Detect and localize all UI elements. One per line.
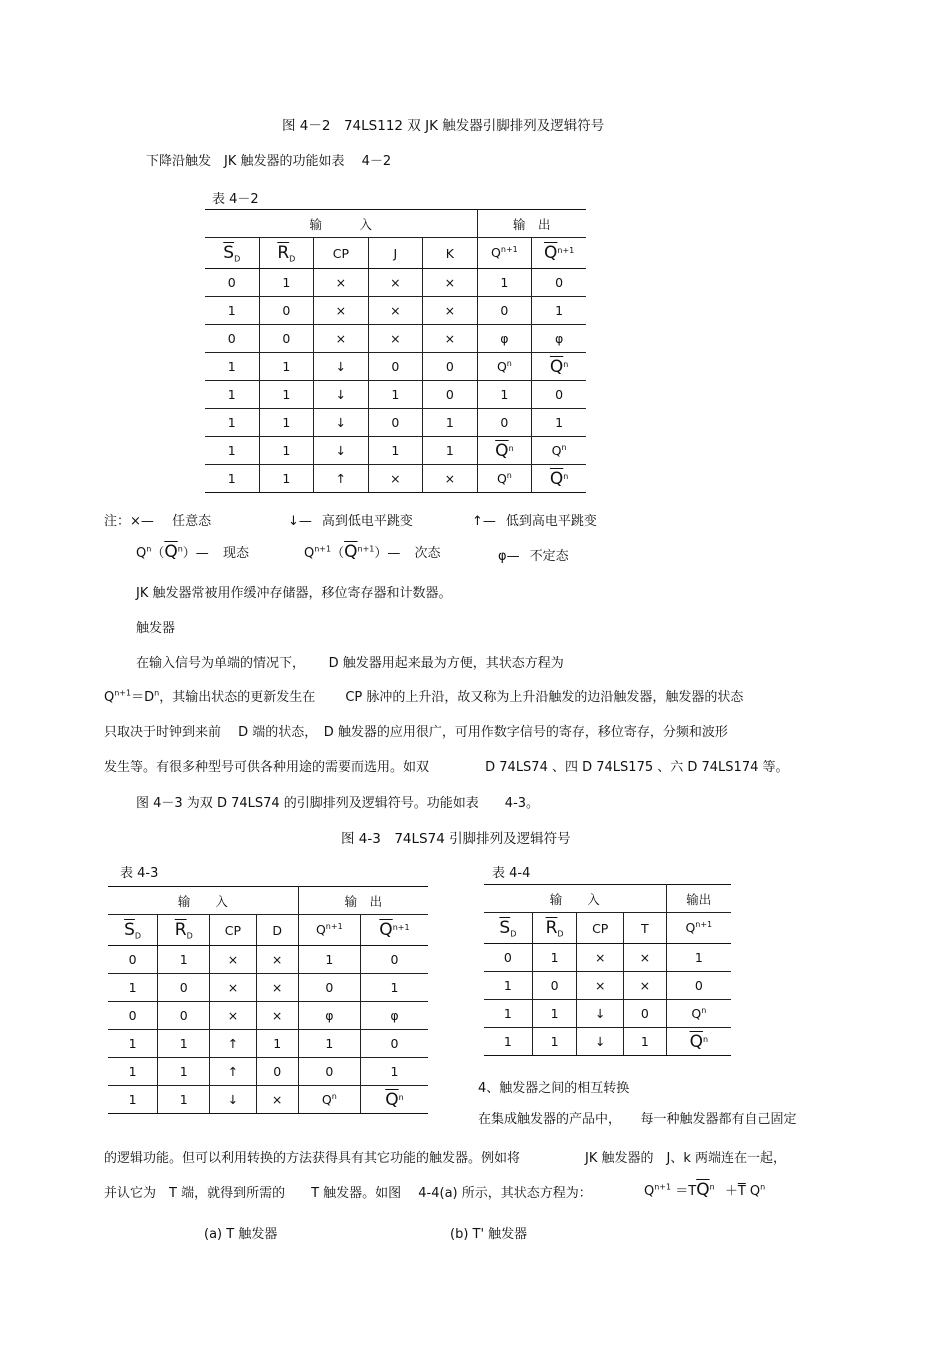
- figure-4-3-caption: 图 4-3 74LS74 引脚排列及逻辑符号: [341, 831, 571, 847]
- col-qbar-n1: $\overline{Q}^{n+1}$: [532, 238, 586, 269]
- table-4-2-label: 表 4－2: [212, 192, 259, 207]
- t-equation: $Q^{n+1} =T\overline{Q}^n +\overline{T}$ $Q^n$: [644, 1180, 766, 1200]
- table-cell: $\overline{Q}^n$: [532, 465, 586, 493]
- col-rd: $\overline{R}_D$: [158, 915, 210, 946]
- table-cell: ×: [368, 269, 422, 297]
- truth-table-4-4: [484, 884, 731, 1056]
- table-cell: $Q^n$: [666, 1000, 731, 1028]
- caption-t-flipflop: (a) T 触发器: [204, 1227, 278, 1242]
- table-cell: ×: [314, 297, 369, 325]
- table-cell: $Q^n$: [298, 1086, 360, 1114]
- table-cell: 1: [158, 1058, 210, 1086]
- table-row: [205, 353, 586, 381]
- table-cell: 1: [158, 1086, 210, 1114]
- para-d-4: 发生等。有很多种型号可供各种用途的需要而选用。如双 D 74LS74 、四 D 74LS175 、六 D 74LS174 等。: [104, 760, 789, 775]
- table-cell: 1: [108, 1086, 158, 1114]
- table-cell: 1: [259, 381, 314, 409]
- table-4-3-label: 表 4-3: [120, 866, 159, 881]
- table-cell: 0: [256, 1058, 298, 1086]
- caption-t-prime-flipflop: (b) T' 触发器: [450, 1227, 528, 1242]
- table-cell: ×: [624, 972, 667, 1000]
- note-line-1: 注：×— 任意态: [104, 514, 212, 529]
- table-cell: 0: [477, 297, 532, 325]
- table-cell: 1: [666, 944, 731, 972]
- para-conv-3: 并认它为 T 端，就得到所需的 T 触发器。如图 4-4(a) 所示，其状态方程为：: [104, 1186, 592, 1201]
- table-cell: 1: [532, 297, 586, 325]
- table-row: [205, 437, 586, 465]
- para-conv-1: 在集成触发器的产品中， 每一种触发器都有自己固定: [478, 1112, 797, 1127]
- table-cell: 1: [298, 946, 360, 974]
- col-k: K: [423, 238, 477, 269]
- table-cell: ↓: [314, 381, 369, 409]
- table-cell: 1: [360, 1058, 428, 1086]
- table-row: [205, 465, 586, 493]
- table-cell: 0: [532, 381, 586, 409]
- table-cell: 0: [108, 946, 158, 974]
- table-cell: 1: [532, 409, 586, 437]
- table-cell: ×: [314, 325, 369, 353]
- table-cell: 1: [205, 437, 259, 465]
- table-row: [108, 1030, 428, 1058]
- table-cell: 1: [484, 1028, 532, 1056]
- table-cell: 0: [158, 1002, 210, 1030]
- output-group-header: 输出: [666, 885, 731, 913]
- para-d-5: 图 4－3 为双 D 74LS74 的引脚排列及逻辑符号。功能如表 4-3。: [136, 796, 540, 811]
- table-row: [205, 297, 586, 325]
- table-cell: ↑: [210, 1030, 256, 1058]
- table-cell: 1: [259, 465, 314, 493]
- col-sd: $\overline{S}_D$: [484, 913, 532, 944]
- table-cell: 1: [368, 437, 422, 465]
- output-group-header: 输 出: [298, 887, 428, 915]
- table-cell: 0: [666, 972, 731, 1000]
- table-cell: ×: [423, 465, 477, 493]
- col-rd: $\overline{R}_D$: [259, 238, 314, 269]
- table-cell: ×: [256, 974, 298, 1002]
- table-row: [108, 1002, 428, 1030]
- table-cell: 0: [368, 409, 422, 437]
- table-cell: ↑: [314, 465, 369, 493]
- table-cell: ×: [423, 269, 477, 297]
- table-cell: 0: [484, 944, 532, 972]
- table-row: [108, 1058, 428, 1086]
- table-cell: ↑: [210, 1058, 256, 1086]
- table-cell: 0: [205, 269, 259, 297]
- col-qbar-n1: $\overline{Q}^{n+1}$: [360, 915, 428, 946]
- table-cell: ×: [210, 974, 256, 1002]
- table-cell: ×: [210, 946, 256, 974]
- table-cell: ↓: [577, 1000, 624, 1028]
- table-row: [108, 1086, 428, 1114]
- table-row: [484, 944, 731, 972]
- table-cell: 1: [259, 269, 314, 297]
- table-cell: 0: [624, 1000, 667, 1028]
- para-d-2: $Q^{n+1}=D^n$，其输出状态的更新发生在 CP 脉冲的上升沿，故又称为上升沿触发的边沿触发器，触发器的状态: [104, 688, 744, 705]
- table-cell: 1: [477, 381, 532, 409]
- table-row: [484, 1028, 731, 1056]
- para-d-1: 在输入信号为单端的情况下， D 触发器用起来最为方便，其状态方程为: [136, 656, 564, 671]
- table-cell: 1: [298, 1030, 360, 1058]
- table-cell: 0: [158, 974, 210, 1002]
- table-row: [205, 269, 586, 297]
- table-cell: φ: [532, 325, 586, 353]
- table-cell: 1: [256, 1030, 298, 1058]
- table-cell: ↓: [314, 437, 369, 465]
- table-cell: 1: [532, 1028, 577, 1056]
- table-cell: $\overline{Q}^n$: [666, 1028, 731, 1056]
- table-4-2-intro: 下降沿触发 JK 触发器的功能如表 4－2: [146, 154, 392, 169]
- input-group-header: 输 入: [205, 210, 477, 238]
- table-cell: $\overline{Q}^n$: [477, 437, 532, 465]
- table-cell: 1: [259, 437, 314, 465]
- table-cell: φ: [298, 1002, 360, 1030]
- d-equation: $Q^{n+1}=D^n$: [104, 688, 160, 705]
- note-next-state: $Q^{n+1}(\overline{Q}^{n+1})—$ 次态: [304, 542, 441, 562]
- table-cell: 0: [477, 409, 532, 437]
- table-cell: 1: [205, 409, 259, 437]
- truth-table-4-3: [108, 886, 428, 1114]
- table-cell: 1: [368, 381, 422, 409]
- table-cell: ↓: [314, 409, 369, 437]
- table-cell: φ: [360, 1002, 428, 1030]
- table-cell: 0: [368, 353, 422, 381]
- truth-table-4-2: [205, 209, 586, 493]
- table-cell: 0: [205, 325, 259, 353]
- input-group-header: 输 入: [484, 885, 666, 913]
- table-cell: 1: [205, 465, 259, 493]
- table-cell: ×: [256, 1086, 298, 1114]
- table-cell: 0: [108, 1002, 158, 1030]
- table-cell: 0: [423, 353, 477, 381]
- para-jk-use: JK 触发器常被用作缓冲存储器，移位寄存器和计数器。: [136, 586, 452, 601]
- table-cell: 0: [259, 325, 314, 353]
- table-cell: 0: [532, 269, 586, 297]
- table-cell: $\overline{Q}^n$: [360, 1086, 428, 1114]
- table-row: [205, 325, 586, 353]
- table-cell: 1: [423, 437, 477, 465]
- note-down: ↓— 高到低电平跳变: [288, 514, 413, 529]
- table-row: [484, 1000, 731, 1028]
- table-cell: ×: [423, 325, 477, 353]
- note-phi: φ— 不定态: [498, 549, 569, 564]
- table-cell: 0: [423, 381, 477, 409]
- table-cell: 1: [423, 409, 477, 437]
- table-cell: ↓: [314, 353, 369, 381]
- col-sd: $\overline{S}_D$: [205, 238, 259, 269]
- table-cell: 1: [259, 353, 314, 381]
- table-cell: ×: [423, 297, 477, 325]
- table-cell: ×: [368, 465, 422, 493]
- table-cell: 1: [205, 381, 259, 409]
- table-cell: ×: [577, 944, 624, 972]
- table-cell: ×: [256, 1002, 298, 1030]
- table-cell: $Q^n$: [477, 353, 532, 381]
- col-qn1: $Q^{n+1}$: [477, 238, 532, 269]
- col-sd: $\overline{S}_D$: [108, 915, 158, 946]
- table-cell: ×: [368, 325, 422, 353]
- table-row: [108, 974, 428, 1002]
- table-cell: ×: [624, 944, 667, 972]
- col-qn1: $Q^{n+1}$: [666, 913, 731, 944]
- col-j: J: [368, 238, 422, 269]
- note-up: ↑— 低到高电平跳变: [472, 514, 597, 529]
- col-cp: CP: [210, 915, 256, 946]
- table-cell: 1: [205, 297, 259, 325]
- table-cell: 1: [158, 1030, 210, 1058]
- table-cell: φ: [477, 325, 532, 353]
- table-cell: ×: [577, 972, 624, 1000]
- heading-d-flipflop: 触发器: [136, 621, 176, 636]
- table-cell: 0: [298, 1058, 360, 1086]
- table-cell: 0: [360, 1030, 428, 1058]
- input-group-header: 输 入: [108, 887, 298, 915]
- col-cp: CP: [577, 913, 624, 944]
- col-d: D: [256, 915, 298, 946]
- table-cell: 1: [158, 946, 210, 974]
- figure-4-2-caption: 图 4－2 74LS112 双 JK 触发器引脚排列及逻辑符号: [282, 118, 605, 134]
- table-cell: 1: [360, 974, 428, 1002]
- table-cell: 1: [259, 409, 314, 437]
- table-cell: ×: [210, 1002, 256, 1030]
- table-cell: $Q^n$: [532, 437, 586, 465]
- output-group-header: 输 出: [477, 210, 586, 238]
- table-cell: $Q^n$: [477, 465, 532, 493]
- table-row: [205, 409, 586, 437]
- table-cell: 1: [532, 1000, 577, 1028]
- heading-conversion: 4、触发器之间的相互转换: [478, 1081, 630, 1096]
- table-cell: 0: [259, 297, 314, 325]
- para-conv-2: 的逻辑功能。但可以利用转换的方法获得具有其它功能的触发器。例如将 JK 触发器的 J、k 两端连在一起，: [104, 1151, 786, 1166]
- table-cell: 0: [532, 972, 577, 1000]
- table-cell: ↓: [577, 1028, 624, 1056]
- table-cell: 0: [298, 974, 360, 1002]
- table-cell: 1: [484, 1000, 532, 1028]
- table-cell: 1: [532, 944, 577, 972]
- table-cell: 0: [360, 946, 428, 974]
- table-cell: ×: [314, 269, 369, 297]
- table-cell: $\overline{Q}^n$: [532, 353, 586, 381]
- table-cell: 1: [205, 353, 259, 381]
- col-t: T: [624, 913, 667, 944]
- table-cell: ×: [368, 297, 422, 325]
- table-cell: 1: [477, 269, 532, 297]
- table-cell: 1: [108, 1030, 158, 1058]
- table-cell: ×: [256, 946, 298, 974]
- table-row: [108, 946, 428, 974]
- col-qn1: $Q^{n+1}$: [298, 915, 360, 946]
- table-cell: 1: [108, 974, 158, 1002]
- table-4-4-label: 表 4-4: [492, 866, 531, 881]
- col-cp: CP: [314, 238, 369, 269]
- col-rd: $\overline{R}_D$: [532, 913, 577, 944]
- table-cell: 1: [484, 972, 532, 1000]
- table-row: [205, 381, 586, 409]
- table-cell: 1: [108, 1058, 158, 1086]
- para-d-3: 只取决于时钟到来前 D 端的状态， D 触发器的应用很广，可用作数字信号的寄存，移位寄存，分频和波形: [104, 725, 728, 740]
- table-cell: 1: [624, 1028, 667, 1056]
- table-row: [484, 972, 731, 1000]
- table-cell: ↓: [210, 1086, 256, 1114]
- note-line-2: $Q^n(\overline{Q}^n)—$ 现态: [136, 542, 249, 562]
